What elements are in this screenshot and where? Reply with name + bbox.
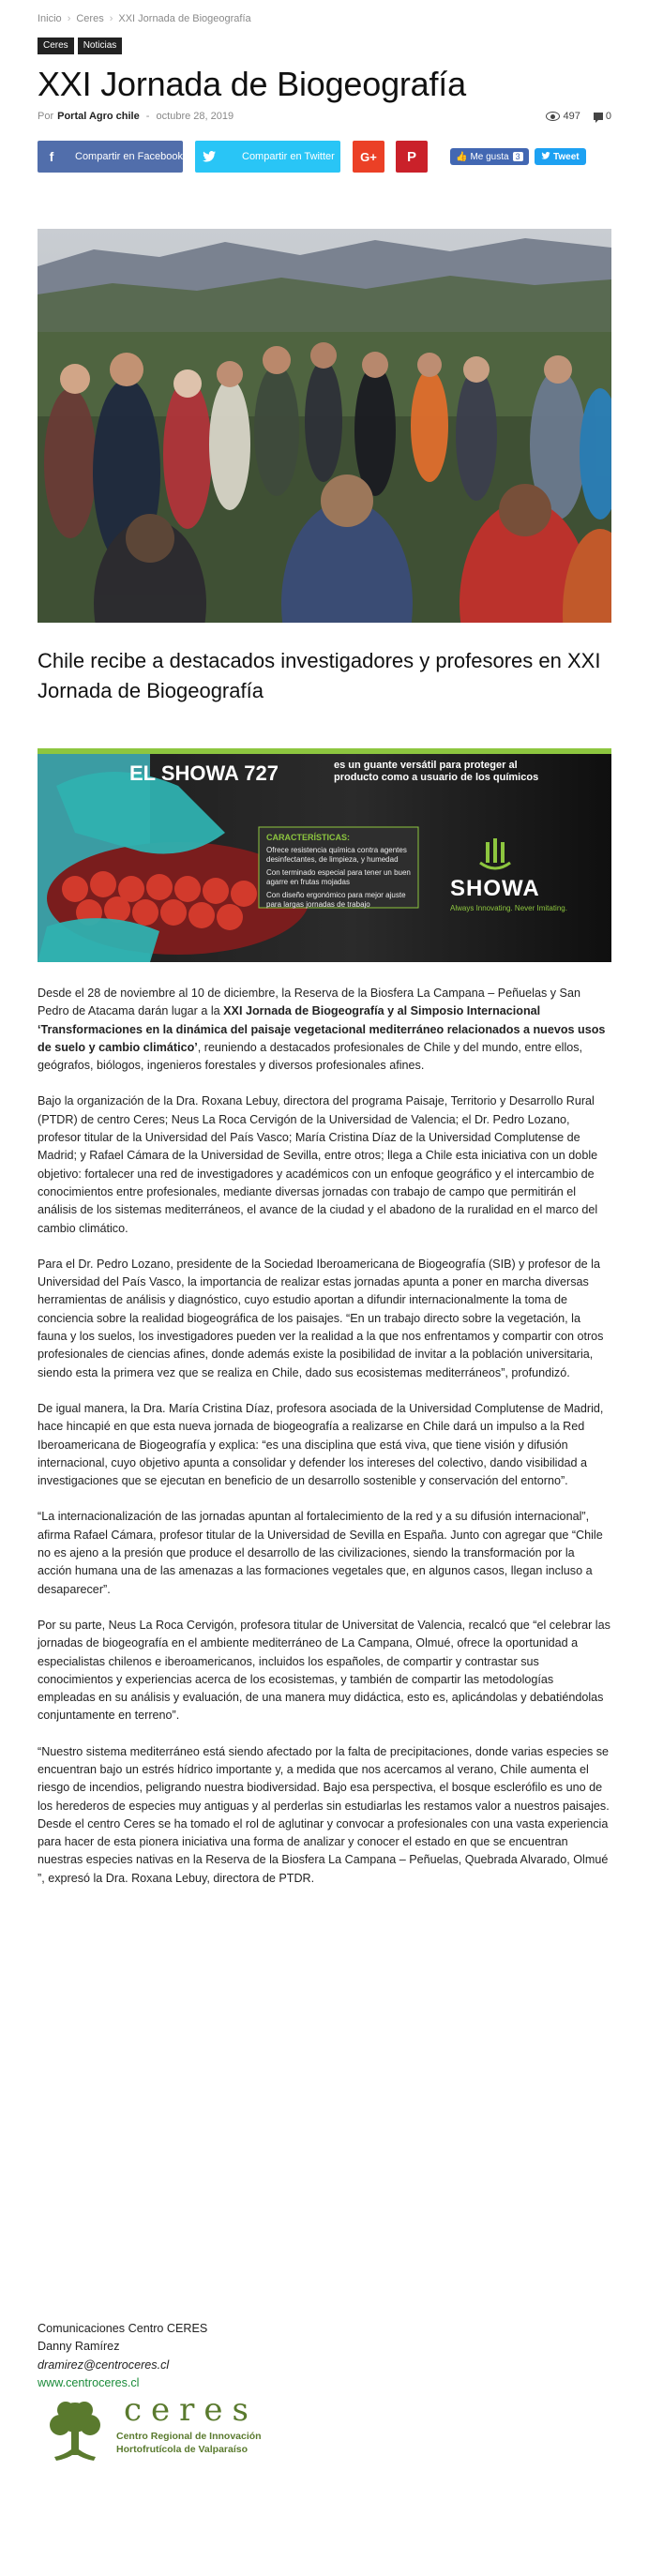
tweet-label: Tweet: [553, 151, 580, 162]
body-paragraph: [38, 985, 611, 1075]
body-paragraph: [38, 1400, 611, 1490]
tweet-button[interactable]: [535, 148, 586, 165]
breadcrumb-current: XXI Jornada de Biogeografía: [118, 13, 251, 24]
ad-tagline-2: producto como a usuario de los químicos: [334, 772, 539, 783]
twitter-bird-icon: [541, 152, 550, 162]
views-counter: [546, 111, 580, 122]
paragraph-text: “La internacionalización de las jornadas apuntan al fortalecimiento de la red y a su difusión internacional”, afirma Rafael Cámara, profesor titular de la Universidad de Sevilla en España. Junto con agregar que “Chile no es ajeno a la presión que produce el desarrollo de las civilizaciones, siendo la transformación por la acción humana una de las amenazas a las formaciones vegetales que, en algunos casos, llegan incluso a desaparecer”.: [38, 1510, 603, 1596]
paragraph-text: , reuniendo a destacados profesionales de Chile y del mundo, entre ellos, geógrafos, biólogos, ingenieros forestales y diversos profesionales afines.: [38, 1040, 583, 1073]
category-tag-ceres[interactable]: Ceres: [38, 38, 74, 54]
bold-text: XXI Jornada de Biogeografía y al Simposio Internacional ‘Transformaciones en la dinámica del paisaje vegetacional mediterráneo relacionados a nuevos usos de suelo y cambio climático’: [38, 1004, 606, 1054]
logo-line-2: Hortofrutícola de Valparaíso: [116, 2444, 249, 2455]
body-paragraph: [38, 1508, 611, 1598]
facebook-icon: f: [49, 149, 54, 164]
share-facebook-label: Compartir en Facebook: [75, 151, 183, 162]
category-tags: [38, 38, 122, 54]
post-meta: [38, 111, 611, 128]
paragraph-text: Desde el 28 de noviembre al 10 de diciembre, la Reserva de la Biosfera La Campana – Peñuelas y San Pedro de Atacama darán lugar a la: [38, 987, 580, 1018]
breadcrumb-category[interactable]: Ceres: [76, 13, 104, 24]
google-plus-icon: G+: [360, 149, 377, 164]
ad-features-title: CARACTERÍSTICAS:: [266, 833, 350, 842]
paragraph-text: Bajo la organización de la Dra. Roxana Lebuy, directora del programa Paisaje, Territorio y Desarrollo Rural (PTDR) de centro Ceres; Neus La Roca Cervigón de la Universidad de Valencia; el Dr. Pedro Lozano, profesor titular de la Universidad del País Vasco; María Cristina Díaz de la Universidad Complutense de Madrid; y Rafael Cámara de la Universidad de Sevilla, entre otros; llega a Chile esta iniciativa con un doble objetivo: fortalecer una red de investigadores y académicos con un enfoque geográfico y el intercambio de conocimientos entre profesionales, mediante diversas jornadas con trabajo de campo que permitirán el análisis de los sistemas mediterráneos, el avance de la ciudad y el abadono de la ruralidad en el marco del cambio climático.: [38, 1094, 598, 1235]
author-link[interactable]: Portal Agro chile: [57, 111, 140, 122]
facebook-like-button[interactable]: [450, 148, 529, 165]
body-paragraph: [38, 1743, 611, 1888]
ad-feature-1: Ofrece resistencia química contra agentes desinfectantes, de limpieza, y humedad: [266, 846, 407, 864]
category-tag-noticias[interactable]: Noticias: [78, 38, 123, 54]
comments-counter[interactable]: [594, 111, 611, 122]
ad-features: [266, 833, 413, 910]
showa-logo: SHOWA: [450, 876, 540, 901]
showa-slogan: Always Innovating. Never Imitating.: [450, 904, 567, 912]
contact-email[interactable]: dramirez@centroceres.cl: [38, 2358, 170, 2372]
share-facebook-button[interactable]: [38, 141, 183, 173]
body-paragraph: [38, 1092, 611, 1237]
contact-name: Danny Ramírez: [38, 2340, 120, 2354]
ad-headline: EL SHOWA 727: [129, 761, 279, 785]
twitter-icon: [195, 141, 223, 173]
tree-logo-icon: [38, 2393, 113, 2468]
ad-feature-2: Con terminado especial para tener un buen agarre en frutas mojadas: [266, 868, 411, 886]
share-twitter-button[interactable]: [195, 141, 340, 173]
logo-wordmark: ceres: [124, 2391, 258, 2429]
share-twitter-label: Compartir en Twitter: [242, 151, 335, 162]
post-date: octubre 28, 2019: [156, 111, 234, 122]
showa-advertisement[interactable]: [38, 748, 611, 962]
share-bar: [38, 141, 611, 173]
thumbs-up-icon: 👍: [456, 151, 468, 162]
views-count: 497: [563, 111, 580, 122]
contact-block: [38, 2320, 611, 2392]
pinterest-icon: P: [406, 148, 416, 165]
share-googleplus-button[interactable]: [353, 141, 384, 173]
paragraph-text: Por su parte, Neus La Roca Cervigón, profesora titular de Universitat de Valencia, recalcó que “el celebrar las jornadas de biogeografía en el ambiente mediterráneo de La Campana, Olmué, ofrece la oportunidad a especialistas chilenos e iberoamericanos, incluidos los españoles, de compartir y contrastar sus conocimientos y experiencias acerca de los ecosistemas, y también de compartir las metodologías empleadas en su análisis y evaluación, de una manera muy didáctica, esto es, aplicándolas y debatiéndolas conjuntamente en terreno”.: [38, 1618, 610, 1723]
ad-feature-3: Con diseño ergonómico para mejor ajuste para largas jornadas de trabajo: [266, 891, 406, 909]
article-subtitle: Chile recibe a destacados investigadores y profesores en XXI Jornada de Biogeografía: [38, 649, 601, 702]
body-paragraph: [38, 1256, 611, 1382]
article-body: [38, 985, 611, 1906]
share-pinterest-button[interactable]: [396, 141, 428, 173]
meta-separator: -: [145, 111, 150, 122]
body-paragraph: [38, 1617, 611, 1725]
breadcrumb: [38, 13, 251, 24]
contact-website-link[interactable]: www.centroceres.cl: [38, 2375, 140, 2389]
breadcrumb-home[interactable]: Inicio: [38, 13, 62, 24]
ceres-logo: [38, 2393, 281, 2468]
like-count: 3: [513, 152, 523, 161]
comments-count: 0: [605, 111, 611, 122]
ad-tagline-1: es un guante versátil para proteger al: [334, 760, 518, 771]
paragraph-text: De igual manera, la Dra. María Cristina Díaz, profesora asociada de la Universidad Complutense de Madrid, hace hincapié en que esta nueva jornada de biogeografía a realizarse en Chile dará un impulso a la Red Iberoamericana de Biogeografía y explica: “es una disciplina que está viva, que tiene visión y difusión internacional, cuyo objetivo apunta a consolidar y defender los intereses del colectivo, dando visibilidad a investigaciones que se ejecutan en beneficio de un desarrollo sostenible y conservación del entorno”.: [38, 1401, 604, 1488]
featured-photo: [38, 229, 611, 623]
contact-org: Comunicaciones Centro CERES: [38, 2322, 208, 2335]
eye-icon: [546, 112, 560, 121]
ad-tagline: [334, 760, 538, 784]
logo-line-1: Centro Regional de Innovación: [116, 2431, 262, 2442]
paragraph-text: Para el Dr. Pedro Lozano, presidente de la Sociedad Iberoamericana de Biogeografía (SIB) y profesor de la Universidad del País Vasco, la importancia de realizar estas jornadas apunta a poner en marcha diversas herramientas de análisis y diagnóstico, cuyo estudio aportan a difundir internacionalmente la toma de conciencia sobre la realidad biogeográfica de los paisajes. “En un trabajo directo sobre la vegetación, la fauna y los suelos, los investigadores pueden ver la realidad a la que nos enfrentamos y compartir con otros profesionales de ciencias afines, donde además existe la posibilidad de invitar a la población universitaria, siendo esta la primera vez que se realiza en Chile, dado sus ecosistemas mediterráneos”, profundizó.: [38, 1257, 604, 1379]
page-title: XXI Jornada de Biogeografía: [38, 65, 466, 103]
group-field-photo: [38, 229, 611, 623]
paragraph-text: “Nuestro sistema mediterráneo está siendo afectado por la falta de precipitaciones, donde varias especies se encuentran bajo un estrés hídrico importante y, a medida que nos acercamos al verano, Chile aumenta el riesgo de incendios, peligrando nuestra biodiversidad. Bajo esa perspectiva, el bosque esclerófilo es uno de los herederos de especies muy antiguas y al perderlas sin estudiarlas les restamos valor a nuestros paisajes. Desde el centro Ceres se ha tomado el rol de aglutinar y convocar a profesionales con una vasta experiencia para hacer de esta pionera iniciativa una forma de analizar y conocer el estado en que se encuentran nuestras especies nativas en la Reserva de la Biosfera La Campana – Peñuelas, Quebrada Alvarado, Olmué ”, expresó la Dra. Roxana Lebuy, directora de PTDR.: [38, 1744, 610, 1885]
author-prefix: Por: [38, 111, 54, 122]
like-label: Me gusta: [470, 151, 509, 162]
breadcrumb-separator-icon: ›: [67, 13, 71, 24]
comment-icon: [594, 113, 603, 120]
breadcrumb-separator-icon: ›: [109, 13, 113, 24]
